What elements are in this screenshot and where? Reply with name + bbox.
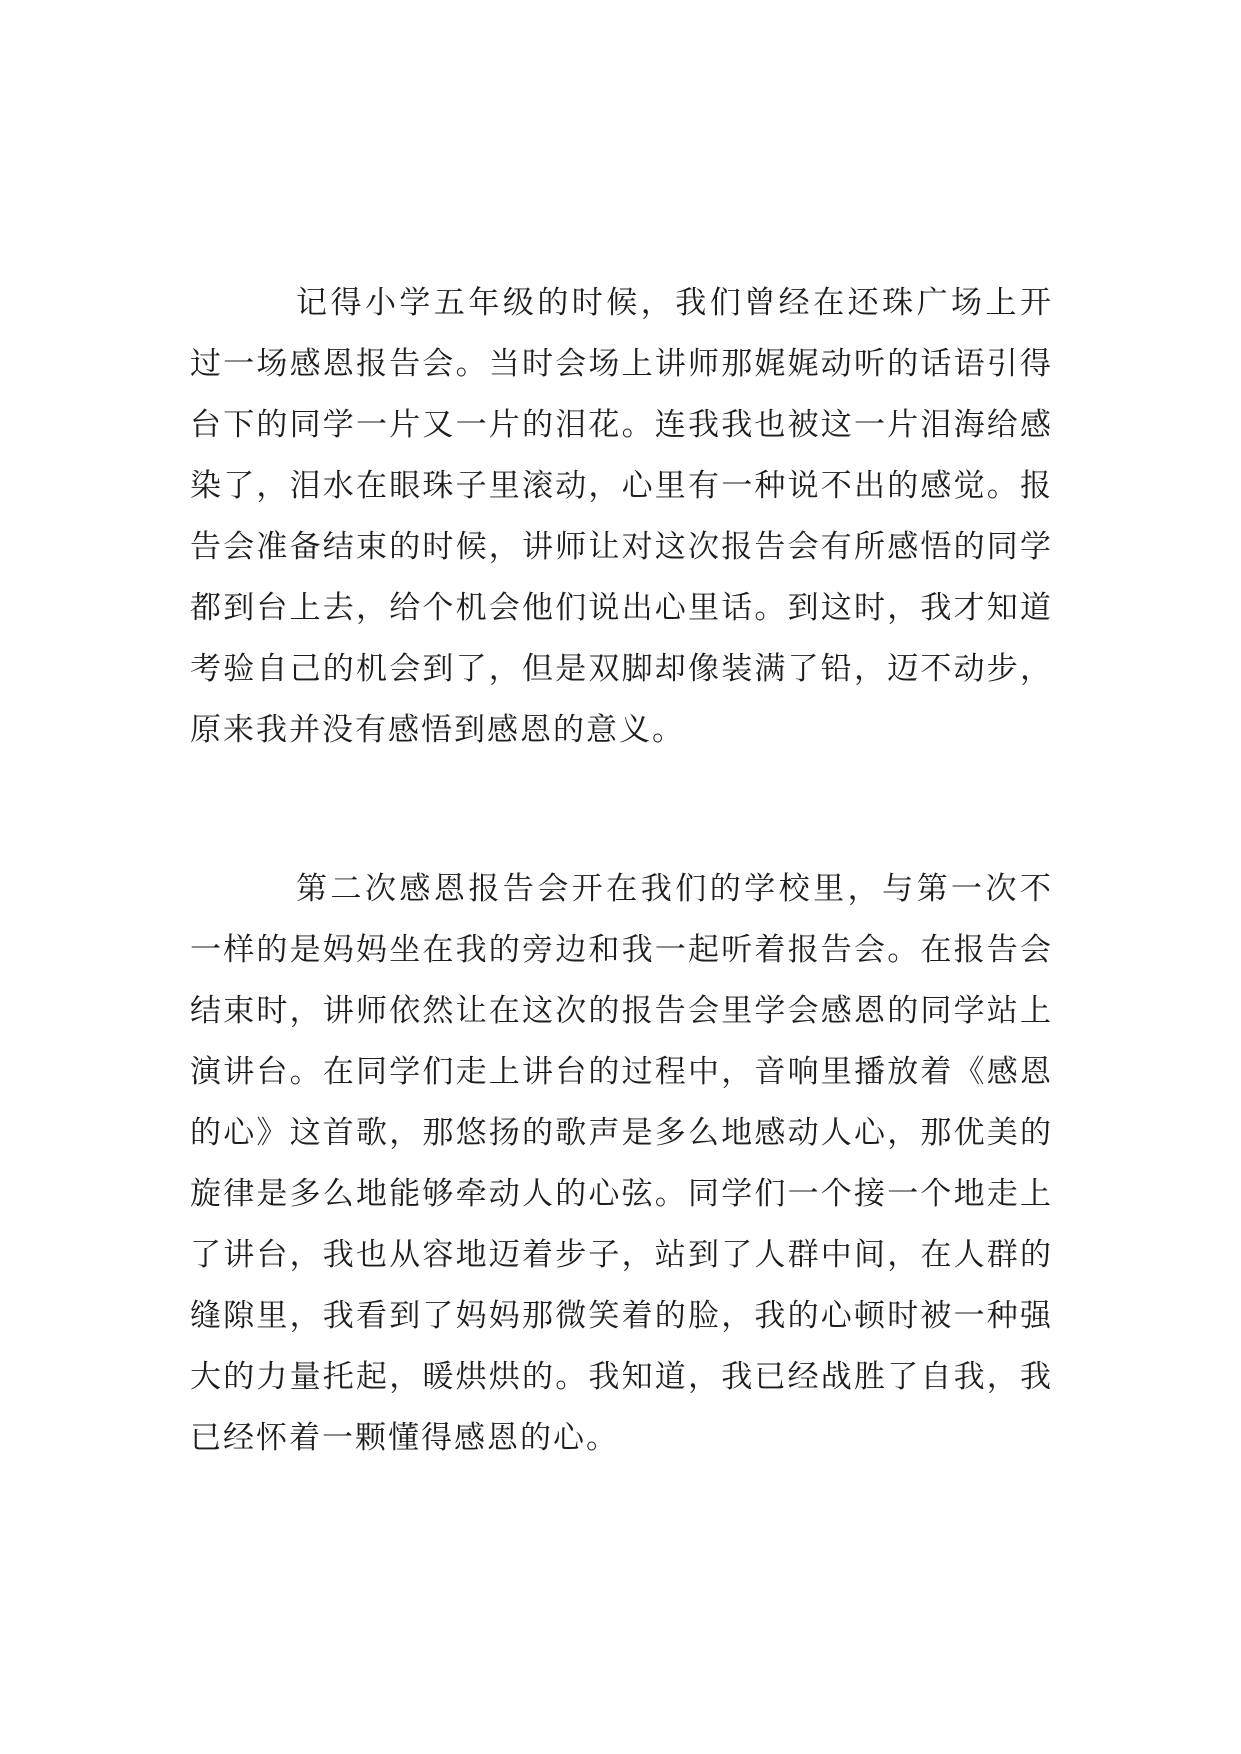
paragraph-second-report-meeting: 第二次感恩报告会开在我们的学校里，与第一次不一样的是妈妈坐在我的旁边和我一起听着报告会。在报告会结束时，讲师依然让在这次的报告会里学会感恩的同学站上演讲台。在同学们走上讲台的过程中，音响里播放着《感恩的心》这首歌，那悠扬的歌声是多么地感动人心，那优美的旋律是多么地能够牵动人的心弦。同学们一个接一个地走上了讲台，我也从容地迈着步子，站到了人群中间，在人群的缝隙里，我看到了妈妈那微笑着的脸，我的心顿时被一种强大的力量托起，暖烘烘的。我知道，我已经战胜了自我，我已经怀着一颗懂得感恩的心。 [190,871,1053,1456]
paragraph-first-report-meeting: 记得小学五年级的时候，我们曾经在还珠广场上开过一场感恩报告会。当时会场上讲师那娓娓动听的话语引得台下的同学一片又一片的泪花。连我我也被这一片泪海给感染了，泪水在眼珠子里滚动，心里有一种说不出的感觉。报告会准备结束的时候，讲师让对这次报告会有所感悟的同学都到台上去，给个机会他们说出心里话。到这时，我才知道考验自己的机会到了，但是双脚却像装满了铅，迈不动步，原来我并没有感悟到感恩的意义。 [190,285,1053,748]
